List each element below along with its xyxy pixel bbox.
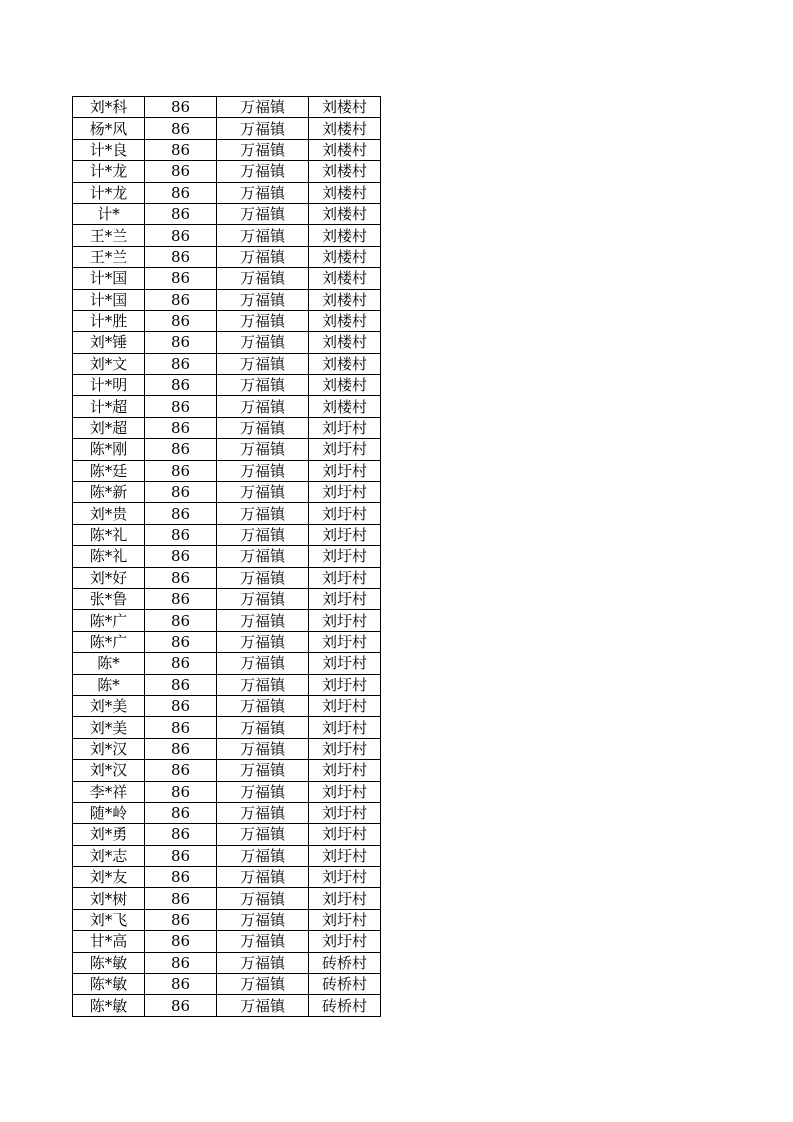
village-cell: 刘楼村 [309, 375, 381, 396]
name-cell: 陈* [73, 674, 145, 695]
town-cell: 万福镇 [217, 332, 309, 353]
town-cell: 万福镇 [217, 610, 309, 631]
table-row [73, 460, 381, 481]
name-cell: 刘*文 [73, 353, 145, 374]
village-cell: 刘楼村 [309, 332, 381, 353]
town-cell: 万福镇 [217, 867, 309, 888]
name-cell: 随*岭 [73, 802, 145, 823]
table-row [73, 974, 381, 995]
score-cell: 86 [145, 845, 217, 866]
name-cell: 计*胜 [73, 310, 145, 331]
name-cell: 陈*礼 [73, 546, 145, 567]
village-cell: 刘圩村 [309, 417, 381, 438]
table-row [73, 931, 381, 952]
town-cell: 万福镇 [217, 974, 309, 995]
village-cell: 刘圩村 [309, 760, 381, 781]
table-row [73, 375, 381, 396]
village-cell: 刘楼村 [309, 268, 381, 289]
town-cell: 万福镇 [217, 631, 309, 652]
village-cell: 刘圩村 [309, 460, 381, 481]
village-cell: 刘楼村 [309, 118, 381, 139]
village-cell: 刘圩村 [309, 653, 381, 674]
score-cell: 86 [145, 503, 217, 524]
table-row [73, 417, 381, 438]
village-cell: 刘圩村 [309, 781, 381, 802]
table-row [73, 802, 381, 823]
score-cell: 86 [145, 482, 217, 503]
town-cell: 万福镇 [217, 653, 309, 674]
name-cell: 陈*新 [73, 482, 145, 503]
town-cell: 万福镇 [217, 246, 309, 267]
town-cell: 万福镇 [217, 567, 309, 588]
score-cell: 86 [145, 995, 217, 1016]
town-cell: 万福镇 [217, 118, 309, 139]
name-cell: 陈*廷 [73, 460, 145, 481]
score-cell: 86 [145, 781, 217, 802]
name-cell: 王*兰 [73, 246, 145, 267]
town-cell: 万福镇 [217, 161, 309, 182]
village-cell: 刘圩村 [309, 695, 381, 716]
town-cell: 万福镇 [217, 845, 309, 866]
village-cell: 刘圩村 [309, 482, 381, 503]
table-row [73, 289, 381, 310]
town-cell: 万福镇 [217, 760, 309, 781]
name-cell: 杨*风 [73, 118, 145, 139]
table-row [73, 674, 381, 695]
town-cell: 万福镇 [217, 888, 309, 909]
score-cell: 86 [145, 139, 217, 160]
score-cell: 86 [145, 567, 217, 588]
score-cell: 86 [145, 182, 217, 203]
name-cell: 计*国 [73, 289, 145, 310]
table-row [73, 695, 381, 716]
score-cell: 86 [145, 738, 217, 759]
name-cell: 张*鲁 [73, 588, 145, 609]
score-cell: 86 [145, 268, 217, 289]
name-cell: 陈*广 [73, 610, 145, 631]
name-cell: 刘*锤 [73, 332, 145, 353]
table-row [73, 845, 381, 866]
town-cell: 万福镇 [217, 588, 309, 609]
table-row [73, 482, 381, 503]
town-cell: 万福镇 [217, 460, 309, 481]
table-row [73, 139, 381, 160]
table-row [73, 118, 381, 139]
name-cell: 刘*贵 [73, 503, 145, 524]
table-row [73, 268, 381, 289]
score-cell: 86 [145, 353, 217, 374]
town-cell: 万福镇 [217, 203, 309, 224]
town-cell: 万福镇 [217, 310, 309, 331]
name-cell: 刘*汉 [73, 760, 145, 781]
table-row [73, 503, 381, 524]
village-cell: 砖桥村 [309, 952, 381, 973]
name-cell: 陈*广 [73, 631, 145, 652]
score-cell: 86 [145, 588, 217, 609]
table-row [73, 97, 381, 118]
score-cell: 86 [145, 332, 217, 353]
table-row [73, 353, 381, 374]
name-cell: 陈* [73, 653, 145, 674]
name-cell: 陈*礼 [73, 524, 145, 545]
table-row [73, 888, 381, 909]
name-cell: 计*超 [73, 396, 145, 417]
town-cell: 万福镇 [217, 375, 309, 396]
village-cell: 刘楼村 [309, 289, 381, 310]
village-cell: 刘圩村 [309, 845, 381, 866]
village-cell: 刘圩村 [309, 824, 381, 845]
score-cell: 86 [145, 867, 217, 888]
village-cell: 刘楼村 [309, 97, 381, 118]
town-cell: 万福镇 [217, 139, 309, 160]
town-cell: 万福镇 [217, 781, 309, 802]
table-row [73, 203, 381, 224]
town-cell: 万福镇 [217, 824, 309, 845]
score-cell: 86 [145, 952, 217, 973]
table-row [73, 781, 381, 802]
table-body [73, 97, 381, 1017]
table-row [73, 588, 381, 609]
name-cell: 甘*高 [73, 931, 145, 952]
score-cell: 86 [145, 524, 217, 545]
village-cell: 砖桥村 [309, 974, 381, 995]
village-cell: 刘圩村 [309, 610, 381, 631]
table-row [73, 909, 381, 930]
name-cell: 刘*汉 [73, 738, 145, 759]
town-cell: 万福镇 [217, 396, 309, 417]
town-cell: 万福镇 [217, 909, 309, 930]
village-cell: 刘圩村 [309, 674, 381, 695]
table-row [73, 631, 381, 652]
score-cell: 86 [145, 310, 217, 331]
name-cell: 刘*飞 [73, 909, 145, 930]
table-row [73, 567, 381, 588]
village-cell: 砖桥村 [309, 995, 381, 1016]
score-cell: 86 [145, 396, 217, 417]
village-cell: 刘楼村 [309, 396, 381, 417]
name-cell: 王*兰 [73, 225, 145, 246]
village-cell: 刘圩村 [309, 546, 381, 567]
score-cell: 86 [145, 97, 217, 118]
village-cell: 刘圩村 [309, 503, 381, 524]
town-cell: 万福镇 [217, 482, 309, 503]
village-cell: 刘楼村 [309, 353, 381, 374]
score-cell: 86 [145, 824, 217, 845]
table-row [73, 824, 381, 845]
table-row [73, 717, 381, 738]
town-cell: 万福镇 [217, 182, 309, 203]
name-cell: 刘*勇 [73, 824, 145, 845]
table-row [73, 995, 381, 1016]
score-cell: 86 [145, 802, 217, 823]
village-cell: 刘圩村 [309, 867, 381, 888]
town-cell: 万福镇 [217, 802, 309, 823]
name-cell: 刘*超 [73, 417, 145, 438]
score-cell: 86 [145, 717, 217, 738]
town-cell: 万福镇 [217, 931, 309, 952]
village-cell: 刘圩村 [309, 439, 381, 460]
name-cell: 计*龙 [73, 161, 145, 182]
data-table [72, 96, 381, 1017]
score-cell: 86 [145, 546, 217, 567]
village-cell: 刘圩村 [309, 717, 381, 738]
name-cell: 刘*友 [73, 867, 145, 888]
score-cell: 86 [145, 417, 217, 438]
village-cell: 刘圩村 [309, 738, 381, 759]
name-cell: 刘*志 [73, 845, 145, 866]
village-cell: 刘圩村 [309, 931, 381, 952]
village-cell: 刘圩村 [309, 524, 381, 545]
town-cell: 万福镇 [217, 695, 309, 716]
table-row [73, 246, 381, 267]
village-cell: 刘圩村 [309, 588, 381, 609]
village-cell: 刘圩村 [309, 909, 381, 930]
town-cell: 万福镇 [217, 503, 309, 524]
town-cell: 万福镇 [217, 738, 309, 759]
table-row [73, 610, 381, 631]
name-cell: 刘*科 [73, 97, 145, 118]
name-cell: 李*祥 [73, 781, 145, 802]
town-cell: 万福镇 [217, 289, 309, 310]
town-cell: 万福镇 [217, 546, 309, 567]
town-cell: 万福镇 [217, 417, 309, 438]
village-cell: 刘圩村 [309, 802, 381, 823]
table-row [73, 332, 381, 353]
table-row [73, 867, 381, 888]
village-cell: 刘楼村 [309, 203, 381, 224]
name-cell: 陈*敏 [73, 952, 145, 973]
village-cell: 刘楼村 [309, 310, 381, 331]
score-cell: 86 [145, 375, 217, 396]
score-cell: 86 [145, 674, 217, 695]
name-cell: 陈*刚 [73, 439, 145, 460]
name-cell: 陈*敏 [73, 995, 145, 1016]
table-row [73, 439, 381, 460]
name-cell: 陈*敏 [73, 974, 145, 995]
table-row [73, 161, 381, 182]
village-cell: 刘楼村 [309, 139, 381, 160]
name-cell: 计*明 [73, 375, 145, 396]
name-cell: 计*国 [73, 268, 145, 289]
score-cell: 86 [145, 760, 217, 781]
village-cell: 刘楼村 [309, 161, 381, 182]
table-row [73, 738, 381, 759]
town-cell: 万福镇 [217, 952, 309, 973]
score-cell: 86 [145, 460, 217, 481]
table-row [73, 524, 381, 545]
village-cell: 刘楼村 [309, 182, 381, 203]
village-cell: 刘圩村 [309, 567, 381, 588]
table-row [73, 396, 381, 417]
town-cell: 万福镇 [217, 97, 309, 118]
town-cell: 万福镇 [217, 225, 309, 246]
table-row [73, 225, 381, 246]
name-cell: 计* [73, 203, 145, 224]
table-row [73, 310, 381, 331]
score-cell: 86 [145, 610, 217, 631]
name-cell: 计*龙 [73, 182, 145, 203]
village-cell: 刘楼村 [309, 225, 381, 246]
town-cell: 万福镇 [217, 674, 309, 695]
score-cell: 86 [145, 888, 217, 909]
name-cell: 刘*树 [73, 888, 145, 909]
table-row [73, 760, 381, 781]
town-cell: 万福镇 [217, 268, 309, 289]
score-cell: 86 [145, 246, 217, 267]
village-cell: 刘圩村 [309, 631, 381, 652]
score-cell: 86 [145, 909, 217, 930]
score-cell: 86 [145, 118, 217, 139]
score-cell: 86 [145, 931, 217, 952]
table-row [73, 182, 381, 203]
score-cell: 86 [145, 653, 217, 674]
town-cell: 万福镇 [217, 717, 309, 738]
name-cell: 计*良 [73, 139, 145, 160]
score-cell: 86 [145, 439, 217, 460]
village-cell: 刘圩村 [309, 888, 381, 909]
score-cell: 86 [145, 695, 217, 716]
town-cell: 万福镇 [217, 439, 309, 460]
name-cell: 刘*好 [73, 567, 145, 588]
village-cell: 刘楼村 [309, 246, 381, 267]
table-row [73, 952, 381, 973]
score-cell: 86 [145, 161, 217, 182]
table-row [73, 546, 381, 567]
score-cell: 86 [145, 225, 217, 246]
town-cell: 万福镇 [217, 353, 309, 374]
town-cell: 万福镇 [217, 524, 309, 545]
score-cell: 86 [145, 974, 217, 995]
name-cell: 刘*美 [73, 717, 145, 738]
score-cell: 86 [145, 203, 217, 224]
score-cell: 86 [145, 631, 217, 652]
table-row [73, 653, 381, 674]
score-cell: 86 [145, 289, 217, 310]
name-cell: 刘*美 [73, 695, 145, 716]
town-cell: 万福镇 [217, 995, 309, 1016]
